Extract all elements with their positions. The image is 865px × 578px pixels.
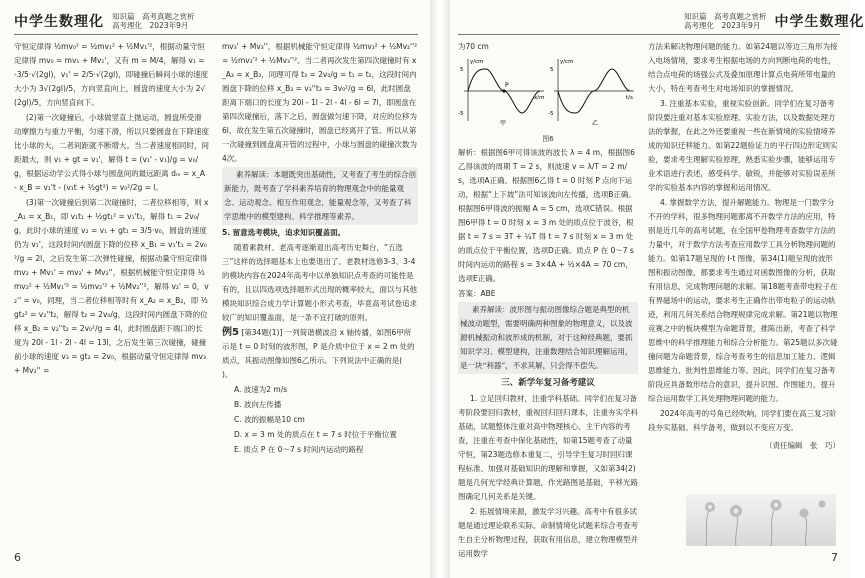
example-text: 一列简谐横波沿 x 轴传播，如图6甲所示是 t = 0 时刻的波形图，P 是介质中位于 x = 2 m 处的质点，其振动图像如图6乙所示。下列说法中正确的是( )。 xyxy=(222,328,418,379)
header-info xyxy=(684,12,767,30)
option-b: B. 波向左传播 xyxy=(234,400,282,409)
header-section: 知识篇 高考真题之赏析 xyxy=(684,12,767,21)
paragraph: (2)第一次碰撞后，小球做竖直上抛运动，圆盘所受滑动摩擦力与重力平衡，匀速下滑，所以只要圆盘在下降速度比小球的大，二者间距就不断增大。当二者速度相同时，间距最大，则 v₁ + gt = v₁'，解得 t = (v₁' - v₁)/g = v₀/g，根据运动学公式得小球与圆盘间的最远距离 dₘ = x_A - x_B = v₁'t - (v₁t + ½gt²) = v₀²/2g = l。 xyxy=(14,113,209,192)
amp-pos: 5 xyxy=(550,67,554,73)
literacy-note: 素养解读：本题既突出基础性，又考查了考生的综合创新能力，既考查了学科素养培育的物理观念中的能量观念、运动观念、相互作用观念，能量观念等，又考查了科学思维中的模型建构、科学推理等素养。 xyxy=(222,167,418,225)
y-axis-label: y/cm xyxy=(560,59,574,65)
section-title: 三、新学年复习备考建议 xyxy=(501,378,595,388)
amp-pos: 5 xyxy=(460,67,464,73)
x-axis-label: x/m xyxy=(534,95,545,101)
page-number: 7 xyxy=(831,551,838,564)
figure-caption: 图6 xyxy=(542,135,554,143)
right-page xyxy=(450,0,865,578)
decorative-flower-image xyxy=(686,494,836,546)
paragraph: 随着素教材、老高考逐渐退出高考历史舞台，“五选三”这样的选择题基本上也要退出了。老教材选修3-3、3-4的模块内容在2024年高考中以单独知识点考查的可能性是有的，且以四选项选择题形式出现的概率较大，面以与其他模块知识综合成力学计算题小形式考查，毕竟高考试卷追求较广的知识覆盖面，是一条不宜打破的原则。 xyxy=(222,243,417,322)
header-info xyxy=(112,12,195,30)
figure-yi xyxy=(548,59,634,127)
p-label: P xyxy=(505,82,509,89)
option-c: C. 波的振幅是10 cm xyxy=(234,415,305,424)
jia-label: 甲 xyxy=(500,120,507,127)
paragraph: 2024年高考的号角已经吹响，同学们要在高三复习阶段夯实基础、科学备考，做到以不变应万变。 xyxy=(648,409,837,432)
amp-neg: -5 xyxy=(458,111,464,117)
paragraph: (3)第一次碰撞后到第二次碰撞时，二者位移相等，则 x_A₁ = x_B₁，即 v₁t₁ + ½gt₁² = v₁'t₁，解得 t₁ = 2v₀/g，此时小球的速度 v₂ = v₁ + gt₁ = 3/5·v₀，圆盘的速度仍为 v₁'，这段时间内圆盘下降的位移 x_B₁ = v₁'t₁ = 2v₀²/g = 2l，之后发生第二次弹性碰撞，根据动量守恒定律得 mv₂ + Mv₁' = mv₂' + Mv₂''，根据机械能守恒定律得 ½mv₂² + ½Mv₁'² = ½mv₂'² + ½Mv₂''²，解得 v₂' = 0，v₂'' = v₀，同理，当二者位移相等时有 x_A₂ = x_B₂，即 ½gt₂² = v₂''t₂，解得 t₂ = 2v₀/g，这段时间内圆盘下降的位移 x_B₂ = v₂''t₂ = 2v₀²/g = 4l，此时圆盘距下端口的长度为 20l - 1l - 2l - 4l = 13l，之后发生第三次碰撞，碰撞前小球的速度 v₃ = gt₂ = 2v₀，根据动量守恒定律得 mv₃ + Mv₂'' = xyxy=(14,198,209,375)
y-axis-label: y/cm xyxy=(470,59,484,65)
left-page xyxy=(0,0,430,578)
figure-jia xyxy=(458,59,544,127)
editor-credit: （责任编辑 张 巧） xyxy=(765,441,840,450)
option-d: D. x = 3 m 处的质点在 t = 7 s 时位于平衡位置 xyxy=(234,430,397,439)
paragraph: 方法来解决物理问题的能力。如第24题以等边三角形为接入电场情境，要求考生根据电场的方向判断电荷的电性，结合点电荷的场强公式及叠加原理计算点电荷所带电量的大小，特在考查考生对电场知识的掌握情况。 xyxy=(648,42,838,93)
paragraph: 3. 注重基本实验，重视实验创新。同学们在复习备考阶段要注重对基本实验原理、实验方法，以及数据处理方法的掌握，在此之外还要重视一些在新情境的实验情境养成的知识迁移能力。如第22题验证力的平行四边形定则实验，要求考生理解实验原理，熟悉实验步骤，能够运用专业术语进行表述，感受科学、敏锐，并能够对实验误差所学的实验基本内容的掌握和运用情况。 xyxy=(648,99,838,192)
option-a: A. 波速为2 m/s xyxy=(234,385,288,394)
spine-gutter xyxy=(430,0,450,578)
paragraph: 2. 拓展情境来源，激发学习兴趣。高考中有很多试题是通过理论联系实际、命制情境化试题来综合考查考生自主分析物理过程，获取有用信息，建立物理模型并运用数学 xyxy=(458,507,638,558)
header-issue: 高考理化 2023年9月 xyxy=(112,21,189,30)
masthead-logo: 中学生数理化 xyxy=(14,14,104,30)
left-header xyxy=(14,12,195,30)
left-column-1 xyxy=(14,40,209,540)
yi-label: 乙 xyxy=(592,120,599,127)
header-rule xyxy=(458,34,840,35)
solution-text: 解析：根据图6甲可得该波的波长 λ = 4 m，根据图6乙得该波的周期 T = 2 s，则波速 v = λ/T = 2 m/s，选项A正确。根据图6乙得 t = 0 时刻 P 点向下运动，根据“上下坡”法可知该波向左传播，选项B正确。根据图6甲得波的振幅 A = 5 cm，选项C错误。根据图6甲得 t = 0 时刻 x = 3 m 处的质点位于波谷，根据 t = 7 s = 3T + ¼T 得 t = 7 s 时刻 x = 3 m 处的质点位于平衡位置，选项D正确。质点 P 在 0～7 s 时间内运动的路程 s = 3×4A + ½×4A = 70 cm，选项E正确。 xyxy=(458,148,636,283)
point-p xyxy=(502,89,505,92)
literacy-note: 素养解读：波形图与振动图像综合题是典型的机械波动题型，需要明确两种图象的物理意义，以及波源机械振动和波形成的机制，对于这种经典题，要抓知识学习、模型建构，注重数理结合知识理解运用，是一块“利器”，不求其解，只会得不偿失。 xyxy=(458,302,638,374)
paragraph: mv₃' + Mv₃''，根据机械能守恒定律得 ½mv₃² + ½Mv₂''² = ½mv₃'² + ½Mv₃''²。当二者再次发生第四次碰撞时有 x_A₃ = x_B₃，同理可得 t₃ = 2v₀/g = t₁ = t₂，这段时间内圆盘下降的位移 x_B₃ = v₃''t₃ = 3v₀²/g = 6l，此时圆盘距离下端口的长度为 20l - 1l - 2l - 4l - 6l = 7l，即圆盘在第四次碰撞后，落下之后，圆盘做匀速下降，对应的位移为 6l，故在发生第五次碰撞时，圆盘已经离开了管。所以从第一次碰撞到圆盘离开管的过程中，小球与圆盘的碰撞次数为4次。 xyxy=(222,42,418,163)
option-e: E. 质点 P 在 0～7 s 时间内运动的路程 xyxy=(234,445,364,454)
header-issue: 高考理化 2023年9月 xyxy=(684,21,761,30)
paragraph: 守恒定律得 ½mv₀² = ½mv₁² + ½Mv₁'²，根据动量守恒定律得 mv₀ = mv₁ + Mv₁'，又有 m = M/4，解得 v₁ = -3/5·√(2gl)，v₁' = 2/5·√(2gl)，即碰撞后瞬间小球的速度大小为 3√(2gl)/5，方向竖直向上，圆盘的速度大小为 2√(2gl)/5，方向竖直向下。 xyxy=(14,42,209,107)
answer-text: 答案：ABE xyxy=(458,289,496,298)
amp-neg: -5 xyxy=(548,111,554,117)
right-header xyxy=(684,12,865,30)
paragraph: 4. 掌握数学方法，提升解题能力。物理是一门数学分不开的学科，很多物理问题都离不开数学方法的应用，特别是近几年的高考试题，在全国甲卷物理考查数学方法的力量中，对于数学方法考查应用数学工具分析物理问题的能力。如第17题呈现的 I-t 图像，第34(1)题呈现的波形图和振动图像，都要求考生通过对函数图像的分析，获取有用信息，完成物理问题的求解。第18题考查带电粒子在有界磁场中的运动，要求考生正确作出带电粒子的运动轨迹，利用几何关系结合物理规律完成求解。第21题以物理竞赛之中的板块模型为命题背景，推陈出新，考查了科学思维中的科学推理能力和综合分析能力。第25题以多次碰撞问题为命题背景，综合考查考生的信息加工能力、逻辑思维能力、批判性思维能力等。因此，同学们在复习备考阶段应具备数形结合的意识，提升识图、作图能力，提升综合运用数学工具处理物理问题的能力。 xyxy=(648,198,838,403)
example-stem xyxy=(222,326,418,382)
right-column-1 xyxy=(458,40,638,558)
t-axis-label: t/s xyxy=(626,95,633,101)
right-column-2 xyxy=(648,40,840,492)
left-column-2 xyxy=(222,40,418,540)
page-number: 6 xyxy=(14,551,21,564)
paragraph: 1. 立足回归教材，注重学科基础。同学们在复习备考阶段要回归教材，重视回归回归课本，注重夯实学科基础，试题整体注重对高中物理核心、主干内容的考查，注重在考查中保化基础性，如第15题考查了动量守恒，第23题选修本重复二，引导学生复习时回归课程标准、加强对基础知识的理解和掌握，又如第34(2)题是几何光学经典计算题，作光路图是基础，平移光路图确定几何关系是关键。 xyxy=(458,394,638,501)
header-rule xyxy=(14,34,418,35)
example-label: 例5 xyxy=(222,327,239,338)
wave-figure-6 xyxy=(458,55,638,127)
subheading: 5. 留意选考模块，追求知识覆盖面。 xyxy=(222,228,346,237)
paragraph: 为70 cm xyxy=(458,42,489,51)
example-source: [第34题(1)] xyxy=(241,328,283,337)
header-section: 知识篇 高考真题之赏析 xyxy=(112,12,195,21)
masthead-logo: 中学生数理化 xyxy=(774,14,865,30)
